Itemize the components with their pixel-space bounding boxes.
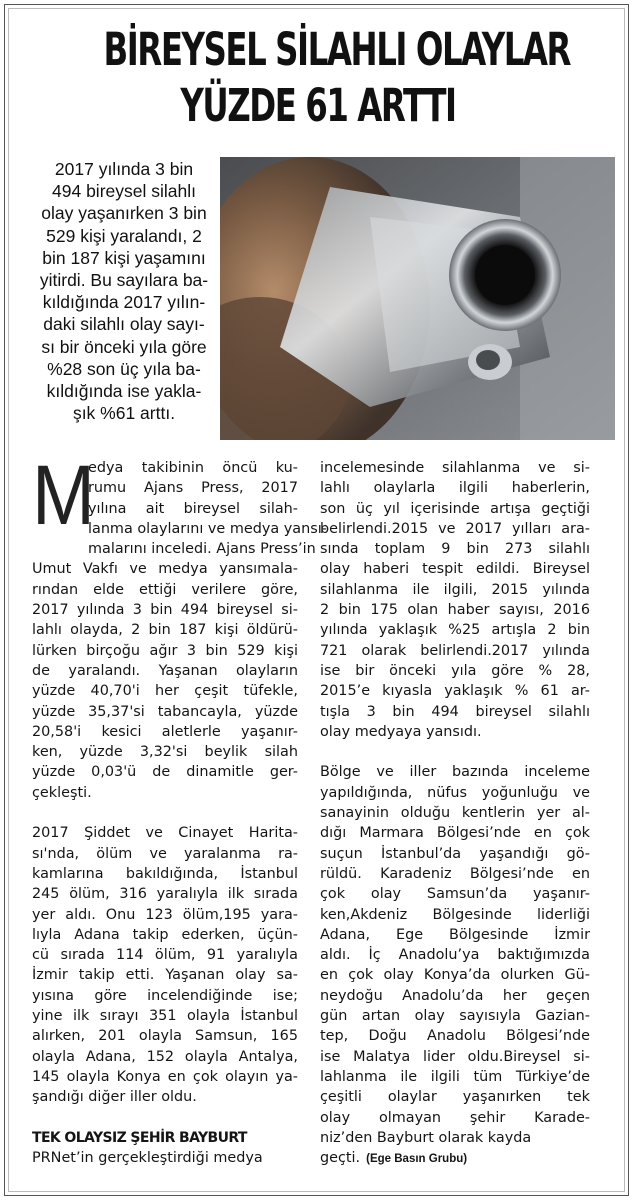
text-line: ise Malatya lider oldu.Bireysel si-	[320, 1048, 590, 1065]
paragraph-gap	[320, 742, 590, 762]
text-line: neydoğu Anadolu’da her geçen	[320, 987, 590, 1004]
text-line: yüzde 35,37'si tabancayla, yüzde	[32, 703, 298, 720]
text-line: ken, yüzde 3,32'si beylik silah	[32, 744, 298, 761]
text-line: çekleşti.	[32, 784, 92, 801]
text-line: çok olay Samsun’da yaşanır-	[320, 886, 590, 903]
text-line: 145 olayla Konya en çok olayın ya-	[32, 1068, 298, 1085]
text-line: son üç yıl içerisinde artışa geçtiği	[320, 500, 590, 517]
text-line: sında toplam 9 bin 273 silahlı	[320, 541, 590, 558]
text-line: 721 olarak belirlendi.2017 yılında	[320, 642, 590, 659]
text-line: tışla 3 bin 494 bireysel silahlı	[320, 703, 590, 720]
article-column-left	[32, 448, 327, 1168]
text-line: rından elde ettiği verilere göre,	[32, 581, 298, 598]
text-line: de yaralandı. Yaşanan olayların	[32, 662, 298, 679]
lead-line: kıldığında ise yakla-	[46, 381, 202, 402]
text-line: 245 ölüm, 316 yaralıyla ilk sırada	[32, 886, 298, 903]
gun-barrel-image	[220, 157, 615, 440]
text-line: niz’den Bayburt olarak kayda	[320, 1129, 532, 1146]
drop-cap: M	[32, 448, 95, 542]
text-line: sı'nda, ölüm ve yaralanma ra-	[32, 845, 298, 862]
text-line: lıyla Adana takip ederken, üçün-	[32, 926, 298, 943]
source-credit: (Ege Basın Grubu)	[366, 1153, 468, 1166]
text-line: sanayinin olduğu kentlerin yer al-	[320, 805, 590, 822]
text-line: olay medyaya yansıdı.	[320, 723, 482, 740]
text-line: yapıldığında, nüfus yoğunluğu ve	[320, 784, 590, 801]
text-line: çeşitli olaylar yaşanırken tek	[320, 1089, 590, 1106]
text-line: 2 bin 175 olan haber sayısı, 2016	[320, 602, 590, 619]
subheading: TEK OLAYSIZ ŞEHİR BAYBURT	[32, 1129, 247, 1146]
headline-line-2: YÜZDE 61 ARTTI	[180, 79, 456, 132]
text-line: yer aldı. Onu 123 ölüm,195 yara-	[32, 906, 298, 923]
text-line: 2015’e kıyasla yaklaşık % 61 ar-	[320, 683, 590, 700]
paragraph-2	[32, 823, 298, 1107]
text-line: 2017 yılında 3 bin 494 bireysel si-	[32, 602, 298, 619]
text-line: lanma olaylarını ve medya yansı-	[88, 520, 327, 537]
paragraph-3	[32, 1148, 298, 1168]
lead-line: %28 son üç yıla ba-	[47, 358, 201, 379]
text-line: yılında yaklaşık %25 artışla 2 bin	[320, 622, 590, 639]
lead-paragraph	[26, 158, 222, 424]
text-line: 20,58'i kesici aletlerle yaşanır-	[32, 723, 298, 740]
text-line: 2017 Şiddet ve Cinayet Harita-	[32, 825, 298, 842]
paragraph-5	[320, 762, 590, 1148]
lead-line: sı bir önceki yıla göre	[41, 336, 207, 357]
text-line: dığı Marmara Bölgesi’nde en çok	[320, 825, 590, 842]
lead-line: yitirdi. Bu sayılara ba-	[39, 270, 209, 291]
text-line: edya takibinin öncü ku-	[88, 460, 298, 476]
paragraph-gap	[32, 803, 298, 823]
lead-line: bin 187 kişi yaşamını	[42, 247, 206, 268]
headline	[103, 22, 571, 134]
text-line: Adana, Ege Bölgesinde İzmir	[320, 926, 590, 943]
text-line: ise bir önceki yıla göre % 28,	[320, 662, 590, 679]
text-line: gün artan olay sayısıyla Gazian-	[320, 1008, 590, 1025]
text-line: lahlanma ile ilgili tüm Türkiye’de	[320, 1068, 590, 1085]
text-line: olay olmayan şehir Karade-	[320, 1109, 590, 1126]
paragraph-1	[32, 559, 298, 803]
text-line: olayla Adana, 152 olayla Antalya,	[32, 1048, 298, 1065]
text-line: yılına ait bireysel silah-	[88, 500, 298, 517]
text-line: alırken, 201 olayla Samsun, 165	[32, 1028, 298, 1045]
text-line: Umut Vakfı ve medya yansımala-	[32, 561, 298, 578]
closing-line	[320, 1148, 590, 1169]
text-line: olay haberi tespit edildi. Bireysel	[320, 561, 590, 578]
text-line: yine ilk sırayı 351 olayla İstanbul	[32, 1008, 298, 1025]
lead-line: daki silahlı olay sayı-	[43, 314, 205, 335]
text-line: lahlı olaylarla ilgili haberlerin,	[320, 480, 590, 497]
lead-line: 2017 yılında 3 bin	[54, 159, 194, 179]
text-line: rumu Ajans Press, 2017	[88, 480, 298, 497]
text-line: aldı. İç Anadolu’ya baktığımızda	[320, 947, 590, 964]
text-line: şandığı diğer iller oldu.	[32, 1089, 197, 1106]
closing-text: geçti.	[320, 1150, 361, 1167]
gun-barrel-photo	[220, 157, 615, 440]
text-line: belirlendi.2015 ve 2017 yılları ara-	[320, 520, 590, 537]
text-line: malarını inceledi. Ajans Press’in	[88, 541, 316, 558]
lead-line: olay yaşanırken 3 bin	[41, 203, 207, 224]
text-line: suçun İstanbul’da yaşandığı gö-	[320, 845, 590, 862]
text-line: kamlarına bakıldığında, İstanbul	[32, 865, 298, 882]
paragraph-4	[320, 458, 590, 742]
lead-line: kıldığında 2017 yılın-	[42, 292, 206, 313]
text-line: tep, Doğu Anadolu Bölgesi’nde	[320, 1028, 590, 1045]
text-line: yüzde 40,70'i her çeşit tüfekle,	[32, 683, 298, 700]
text-line: lahlı olayda, 2 bin 187 kişi öldürü-	[32, 622, 298, 639]
lead-line: 529 kişi yaralandı, 2	[46, 225, 202, 246]
text-line: en çok olay Konya’da olurken Gü-	[320, 967, 590, 984]
text-line: ken,Akdeniz Bölgesinde liderliği	[320, 906, 590, 923]
lead-line: 494 bireysel silahlı	[52, 181, 196, 202]
text-line: İzmir takip etti. Yaşanan olay sa-	[32, 967, 298, 984]
text-line: PRNet’in gerçekleştirdiği medya	[32, 1150, 263, 1167]
text-line: yüzde 0,03'ü de dinamitle ger-	[32, 764, 298, 781]
lead-line: şık %61 arttı.	[72, 403, 176, 424]
paragraph-gap	[32, 1108, 298, 1128]
intro-lines	[32, 448, 327, 559]
text-line: silahlanma ile ilgili, 2015 yılında	[320, 581, 590, 598]
text-line: yısına göre incelendiğinde ise;	[32, 987, 298, 1004]
text-line: Bölge ve iller bazında inceleme	[320, 764, 590, 781]
text-line: cü sırada 114 ölüm, 91 yaralıyla	[32, 947, 298, 964]
text-line: rüldü. Karadeniz Bölgesi’nde en	[320, 865, 590, 882]
headline-line-1: BİREYSEL SİLAHLI OLAYLAR	[103, 23, 571, 76]
text-line: incelemesinde silahlanma ve si-	[320, 460, 590, 476]
text-line: lürken birçoğu ağır 3 bin 529 kişi	[32, 642, 298, 659]
article-column-right	[320, 458, 590, 1169]
